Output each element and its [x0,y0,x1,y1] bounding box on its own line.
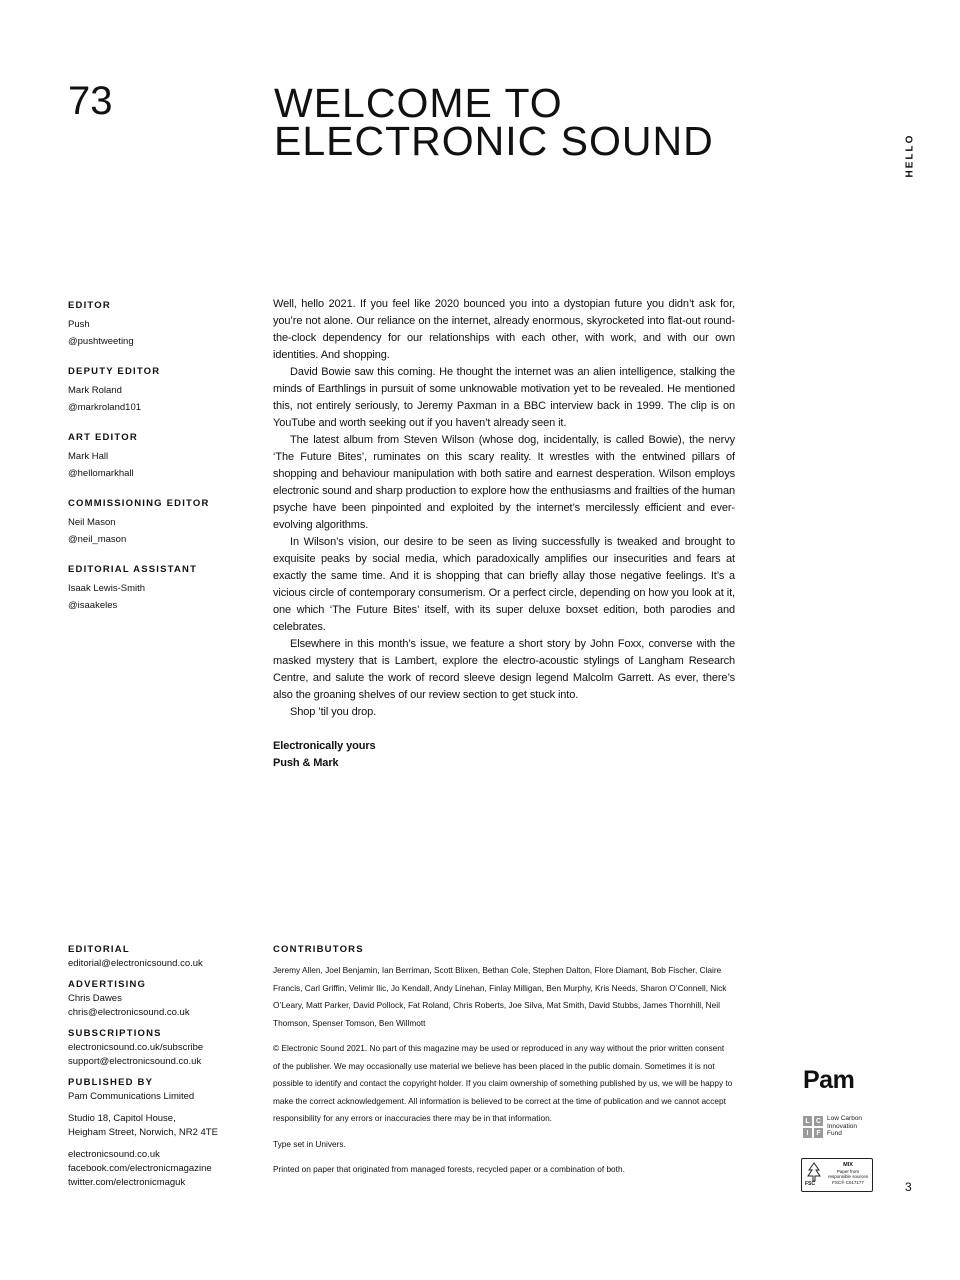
signoff-line-2: Push & Mark [273,757,339,769]
title-line-2: ELECTRONIC SOUND [274,118,714,164]
staff-role: COMMISSIONING EDITOR [68,498,210,509]
lcif-text-line: Low Carbon [827,1115,863,1122]
contact-label: SUBSCRIPTIONS [68,1028,162,1039]
staff-name: Mark Roland [68,385,122,396]
page-number: 3 [905,1180,912,1194]
section-tag-label: HELLO [904,133,916,178]
staff-name: Isaak Lewis-Smith [68,583,146,594]
issue-number: 73 [68,79,113,123]
contact-editorial [68,944,258,971]
copyright-notice: © Electronic Sound 2021. No part of this magazine may be used or reproduced in any way without the prior written consent of the publisher. We may occasionally use material we believe has been placed in the public domain. Sometimes it is not possible to identify and contact the copyright holder. If you claim ownership of something published by us, we will be happy to make the correct acknowledgement. All information is believed to be correct at the time of publication and we cannot accept responsibility for any errors or inaccuracies there may be in that information. [273,1043,733,1123]
editorial-paragraph: Shop ’til you drop. [290,706,377,718]
editorial-paragraph: The latest album from Steven Wilson (whose dog, incidentally, is called Bowie), the nervy ‘The Future Bites’, ruminates on this scary reality. It wrestles with the entwined pillars of shopping and behaviour manipulation with both satire and earnest desperation. Wilson employs electronic sound and sharp production to explore how the enthusiasms and frailties of the human psyche have been pinpointed and exploited by the internet’s mercilessly efficient and ever-evolving algorithms. [273,434,735,531]
contributors-names: Jeremy Allen, Joel Benjamin, Ian Berriman, Scott Blixen, Bethan Cole, Stephen Dalton, Flore Diamant, Bob Fischer, Claire Francis, Carl Griffin, Velimir Ilic, Jo Kendall, Andy Linehan, Finlay Milligan, Ben Murphy, Kris Needs, Sharon O’Connell, Nick O’Leary, Matt Parker, David Pollock, Fat Roland, Chris Roberts, Joe Silva, Mat Smith, David Stubbs, James Thornhill, Neil Thomson, Spenser Tomson, Ben Willmott [273,965,727,1028]
publisher-name: Pam Communications Limited [68,1091,195,1102]
staff-role: ART EDITOR [68,432,138,443]
fsc-line: responsible sources [827,1174,869,1179]
fsc-text [826,1162,870,1185]
staff-role: EDITORIAL ASSISTANT [68,564,198,575]
editorial-body [273,296,735,772]
contact-advertising [68,979,258,1020]
contact-published-by [68,1077,258,1190]
staff-art-editor [68,432,248,482]
page-title [274,80,714,164]
title-line-1: WELCOME TO [274,80,563,126]
staff-name: Neil Mason [68,517,116,528]
staff-deputy-editor [68,366,248,416]
website-link[interactable]: electronicsound.co.uk [68,1149,160,1160]
typeface-note: Type set in Univers. [273,1138,346,1149]
contact-details [68,944,258,1198]
staff-name: Mark Hall [68,451,109,462]
staff-list [68,300,248,630]
staff-handle: @hellomarkhall [68,468,134,479]
advertising-name: Chris Dawes [68,993,122,1004]
staff-name: Push [68,319,90,330]
advertising-email[interactable]: chris@electronicsound.co.uk [68,1007,190,1018]
twitter-link[interactable]: twitter.com/electronicmaguk [68,1177,186,1188]
contributors-label: CONTRIBUTORS [273,944,364,955]
signoff [273,738,735,772]
staff-role: DEPUTY EDITOR [68,366,161,377]
contributors-section [273,944,733,1179]
staff-role: EDITOR [68,300,111,311]
fsc-code: FSC® C017177 [832,1179,864,1185]
address-line: Studio 18, Capitol House, [68,1113,176,1124]
staff-editorial-assistant [68,564,248,614]
address-line: Heigham Street, Norwich, NR2 4TE [68,1127,218,1138]
subscriptions-url[interactable]: electronicsound.co.uk/subscribe [68,1042,204,1053]
staff-handle: @neil_mason [68,534,127,545]
staff-handle: @pushtweeting [68,336,134,347]
paper-note: Printed on paper that originated from managed forests, recycled paper or a combination of both. [273,1164,625,1174]
contact-subscriptions [68,1028,258,1069]
staff-handle: @isaakeles [68,600,118,611]
lcif-grid-icon [803,1116,823,1138]
staff-commissioning-editor [68,498,248,548]
lcif-letter: I [803,1128,812,1138]
lcif-text-line: Innovation [827,1122,857,1130]
staff-editor [68,300,248,350]
subscriptions-email[interactable]: support@electronicsound.co.uk [68,1056,202,1067]
lcif-letter: C [815,1117,822,1125]
contact-label: ADVERTISING [68,979,147,990]
lcif-letter: L [803,1116,812,1126]
lcif-text-line: Fund [827,1130,842,1137]
editorial-paragraph: Well, hello 2021. If you feel like 2020 bounced you into a dystopian future you didn’t ask for, you’re not alone. Our reliance on the internet, already enormous, skyrocketed into flat-out round-the-clock dependency for our relationships with each other, with work, and with our own identities. And shopping. [273,298,735,361]
section-tag [903,132,917,182]
signoff-line-1: Electronically yours [273,740,376,752]
fsc-mark: FSC [805,1181,815,1187]
staff-handle: @markroland101 [68,402,142,413]
editorial-email[interactable]: editorial@electronicsound.co.uk [68,958,203,969]
lcif-letter: F [814,1128,823,1138]
contact-label: PUBLISHED BY [68,1077,154,1088]
editorial-paragraph: In Wilson’s vision, our desire to be seen as living successfully is tweaked and brought to exquisite peaks by social media, which paradoxically amplifies our insecurities and fears at exactly the same time. And it is shopping that can briefly allay those negative feelings. It’s a vicious circle of contemporary consumerism. Or a perfect circle, depending on how you look at it, one which ‘The Future Bites’ itself, with its super deluxe boxset edition, both parodies and celebrates. [273,536,735,633]
fsc-mix: MIX [843,1162,853,1168]
lcif-logo [803,1116,883,1140]
editorial-paragraph: David Bowie saw this coming. He thought the internet was an alien intelligence, stalking the minds of Earthlings in pursuit of some unknowable motivation yet to be revealed. He mentioned this, not entirely seriously, to Jeremy Paxman in a BBC interview back in 1999. The clip is on YouTube and worth seeking out if you haven’t already seen it. [273,366,735,429]
contact-label: EDITORIAL [68,944,130,955]
pam-logo: Pam [803,1066,855,1094]
editorial-paragraph: Elsewhere in this month’s issue, we feature a short story by John Foxx, converse with the masked mystery that is Lambert, explore the electro-acoustic stylings of Langham Research Centre, and salute the work of record sleeve design legend Malcolm Garrett. As ever, there’s also the groaning shelves of our review section to get stuck into. [273,638,735,701]
facebook-link[interactable]: facebook.com/electronicmagazine [68,1163,212,1174]
lcif-text [827,1115,862,1138]
fsc-logo [801,1158,873,1192]
fsc-line: Paper from [836,1168,860,1174]
